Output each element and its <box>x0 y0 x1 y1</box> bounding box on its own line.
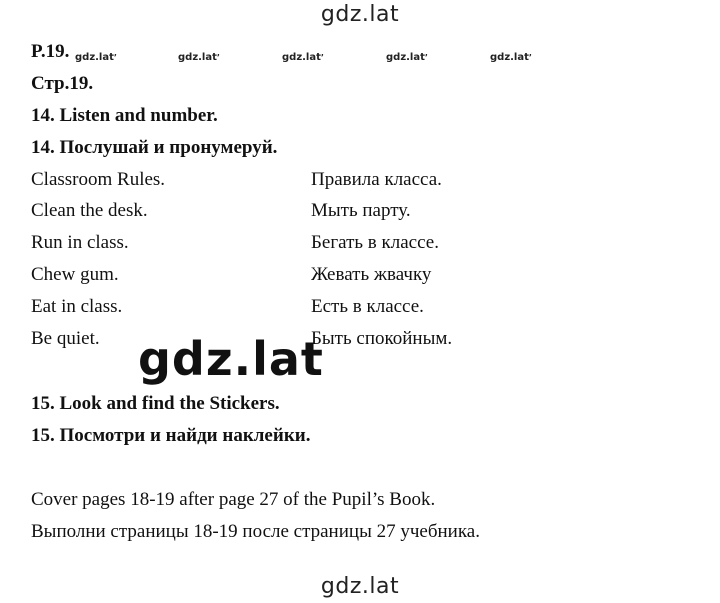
instruction-ru: Выполни страницы 18-19 после страницы 27 учебника. <box>31 521 480 542</box>
watermark-bottom: gdz.lat <box>320 574 400 599</box>
phrase-en: Be quiet. <box>31 328 100 349</box>
phrase-ru: Есть в классе. <box>311 296 424 317</box>
phrase-ru: Быть спокойным. <box>311 328 453 349</box>
phrase-en: Clean the desk. <box>31 200 148 221</box>
exercise-14-title-en: 14. Listen and number. <box>31 105 218 126</box>
page-label: P.19. <box>31 41 70 62</box>
instruction-en: Cover pages 18-19 after page 27 of the Pupil’s Book. <box>31 489 436 510</box>
phrase-ru: Жевать жвачку <box>311 264 432 285</box>
phrase-en: Classroom Rules. <box>31 169 166 190</box>
watermark-top: gdz.lat <box>320 2 400 27</box>
phrase-ru: Мыть парту. <box>311 200 411 221</box>
phrase-en: Eat in class. <box>31 296 123 317</box>
exercise-15-title-ru: 15. Посмотри и найди наклейки. <box>31 425 311 446</box>
exercise-14-title-ru: 14. Послушай и пронумеруй. <box>31 137 278 158</box>
phrase-en: Run in class. <box>31 232 129 253</box>
watermark-small: gdz.lat ’ <box>75 52 117 63</box>
watermark-small: gdz.lat ’ <box>282 52 324 63</box>
phrase-ru: Правила класса. <box>311 169 442 190</box>
phrase-en: Chew gum. <box>31 264 119 285</box>
exercise-15-title-en: 15. Look and find the Stickers. <box>31 393 280 414</box>
watermark-small: gdz.lat ’ <box>386 52 428 63</box>
watermark-small: gdz.lat ’ <box>178 52 220 63</box>
watermark-small: gdz.lat ’ <box>490 52 532 63</box>
page-label-ru: Стр.19. <box>31 73 94 94</box>
phrase-ru: Бегать в классе. <box>311 232 439 253</box>
watermark-large: gdz.lat <box>138 332 324 386</box>
